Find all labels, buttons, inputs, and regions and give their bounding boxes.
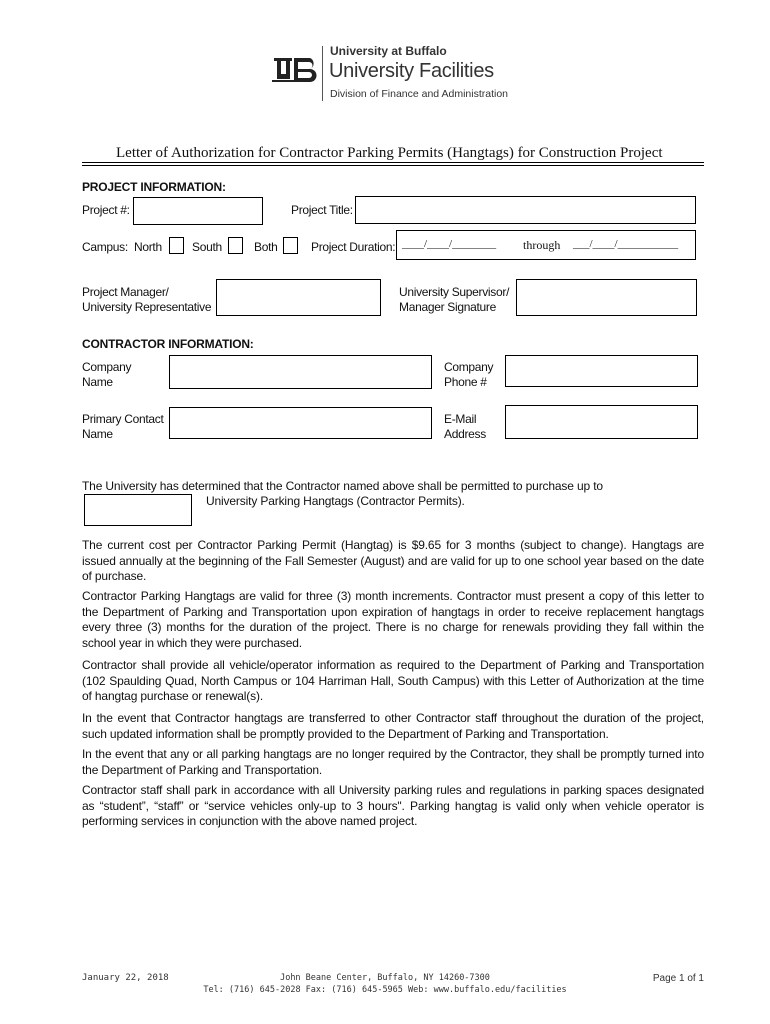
campus-both-checkbox[interactable] <box>283 237 298 254</box>
supervisor-label-1: University Supervisor/ <box>399 285 510 299</box>
department-name: University Facilities <box>329 60 494 82</box>
company-name-field[interactable] <box>169 355 432 389</box>
determination-line-1: The University has determined that the Contractor named above shall be permitted to purchase up to <box>82 479 603 493</box>
manager-label-2: University Representative <box>82 300 212 314</box>
company-name-label-2: Name <box>82 375 113 389</box>
university-name: University at Buffalo <box>330 44 447 58</box>
page-title: Letter of Authorization for Contractor Parking Permits (Hangtags) for Construction Project <box>116 145 663 161</box>
determination-line-2: University Parking Hangtags (Contractor Permits). <box>206 494 465 508</box>
logo-divider <box>322 46 323 101</box>
campus-south-label: South <box>192 240 222 254</box>
email-label-1: E-Mail <box>444 412 477 426</box>
company-phone-label-1: Company <box>444 360 494 374</box>
campus-south-checkbox[interactable] <box>228 237 243 254</box>
contact-name-label-2: Name <box>82 427 113 441</box>
supervisor-signature-field[interactable] <box>516 279 697 316</box>
duration-label: Project Duration: <box>311 240 396 254</box>
manager-label-1: Project Manager/ <box>82 285 169 299</box>
division-name: Division of Finance and Administration <box>330 88 509 100</box>
email-label-2: Address <box>444 427 486 441</box>
campus-both-label: Both <box>254 240 278 254</box>
company-phone-label-2: Phone # <box>444 375 487 389</box>
paragraph-transfer: In the event that Contractor hangtags are transferred to other Contractor staff throughout the duration of the project, such updated information shall be promptly provided to the Department of Parking and Transportation. <box>82 711 704 741</box>
project-number-field[interactable] <box>133 197 263 225</box>
supervisor-label-2: Manager Signature <box>399 300 496 314</box>
title-rule <box>82 162 704 163</box>
footer-contact: Tel: (716) 645-2028 Fax: (716) 645-5965 Web: www.buffalo.edu/facilities <box>203 985 567 995</box>
title-rule-2 <box>82 165 704 166</box>
email-address-field[interactable] <box>505 405 698 439</box>
paragraph-parking-rules: Contractor staff shall park in accordance with all University parking rules and regulations in parking spaces designated as “student”, “staff” or “service vehicles only-up to 3 hours". Parking hangtag is valid only when vehicle operator is performing services in conjunction with the above named project. <box>82 783 704 828</box>
contact-name-field[interactable] <box>169 407 432 439</box>
contractor-info-heading: CONTRACTOR INFORMATION: <box>82 337 254 351</box>
duration-end: ___/____/___________ <box>573 238 679 250</box>
paragraph-cost: The current cost per Contractor Parking Permit (Hangtag) is $9.65 for 3 months (subject to change). Hangtags are issued annually at the beginning of the Fall Semester (August) and are valid for up to one school year based on the date of purchase. <box>82 538 704 583</box>
ub-logo-mark <box>272 56 320 86</box>
campus-north-label: North <box>134 240 162 254</box>
paragraph-validity: Contractor Parking Hangtags are valid for three (3) month increments. Contractor must present a copy of this letter to the Department of Parking and Transportation upon expiration of hangtags in order to receive replacement hangtags every three (3) months for the duration of the project. There is no charge for renewals providing they fall within the school year in which they were purchased. <box>82 589 704 650</box>
company-name-label-1: Company <box>82 360 132 374</box>
contact-name-label-1: Primary Contact <box>82 412 164 426</box>
project-title-label: Project Title: <box>291 203 353 217</box>
company-phone-field[interactable] <box>505 355 698 387</box>
project-title-field[interactable] <box>355 196 696 224</box>
footer-date: January 22, 2018 <box>82 973 169 983</box>
duration-through: through <box>523 238 561 252</box>
hangtag-quantity-field[interactable] <box>84 494 192 526</box>
campus-label: Campus: <box>82 240 128 254</box>
paragraph-return: In the event that any or all parking hangtags are no longer required by the Contractor, they shall be promptly turned into the Department of Parking and Transportation. <box>82 747 704 777</box>
duration-start: ____/____/________ <box>402 238 497 250</box>
project-number-label: Project #: <box>82 203 130 217</box>
footer-page-number: Page 1 of 1 <box>652 973 704 984</box>
footer-address: John Beane Center, Buffalo, NY 14260-7300 <box>280 973 490 983</box>
campus-north-checkbox[interactable] <box>169 237 184 254</box>
project-manager-field[interactable] <box>216 279 381 316</box>
paragraph-vehicle-info: Contractor shall provide all vehicle/operator information as required to the Department of Parking and Transportation (102 Spaulding Quad, North Campus or 104 Harriman Hall, South Campus) with this Letter of Authorization at the time of hangtag purchase or renewal(s). <box>82 658 704 703</box>
project-info-heading: PROJECT INFORMATION: <box>82 180 226 194</box>
